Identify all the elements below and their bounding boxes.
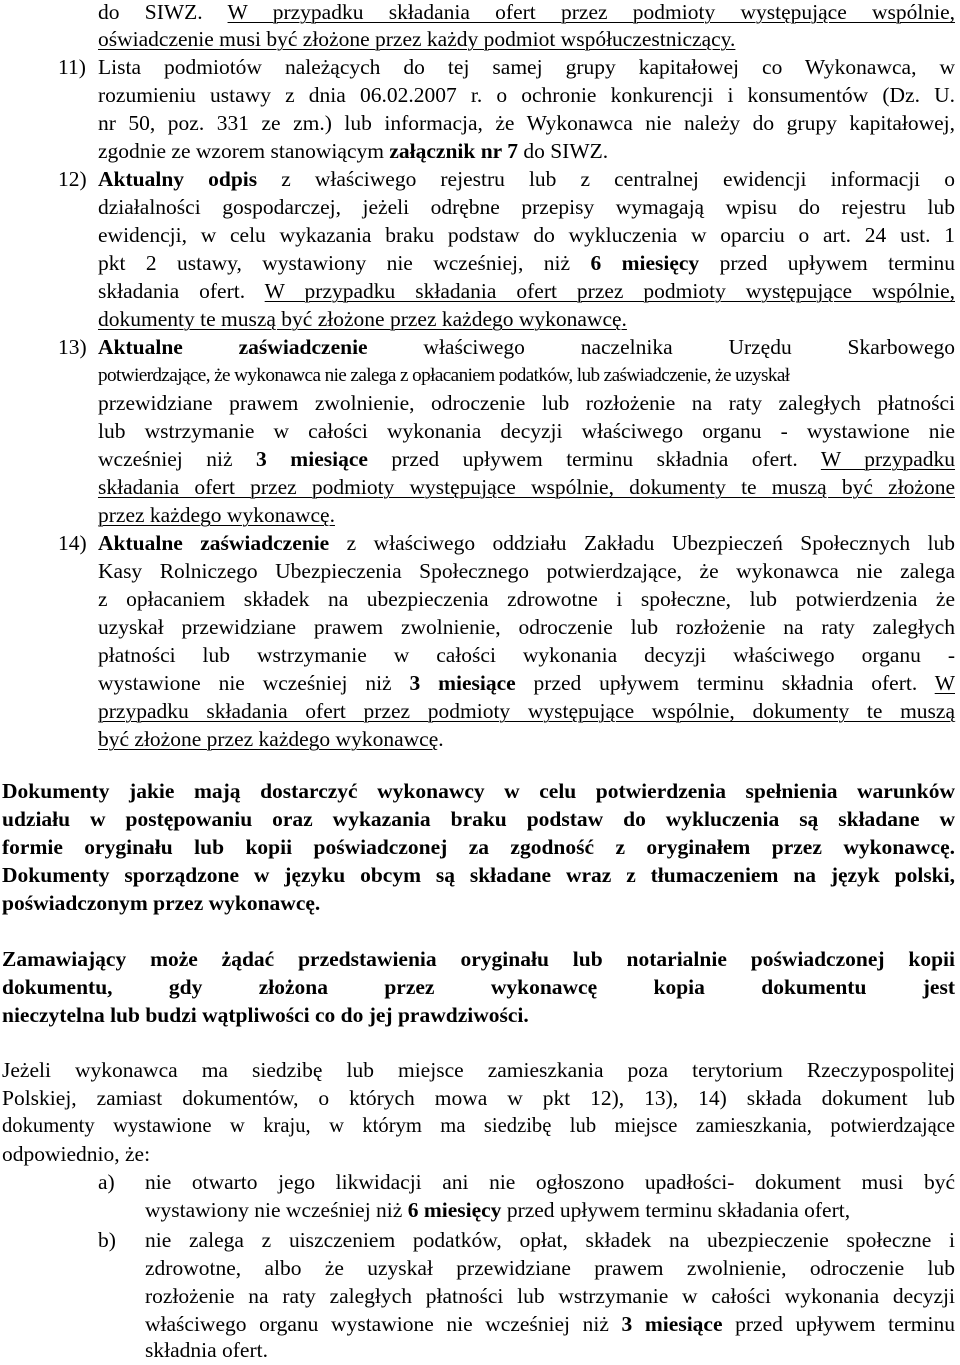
text-span: zgodnie ze wzorem stanowiącym (98, 139, 390, 163)
list-number: 14) (58, 531, 87, 555)
text-span: przed upływem terminu składnia ofert. (515, 671, 935, 695)
text-line: Lista podmiotów należących do tej samej grupy kapitałowej co Wykonawca, w (98, 55, 955, 79)
text-line: lub wstrzymanie w całości wykonania decyzji właściwego organu - wystawione nie (98, 419, 955, 443)
text-line (98, 277, 955, 306)
list-number: 11) (58, 55, 86, 79)
text-line: zdrowotne, albo że uzyskał przewidziane prawem zwolnienie, odroczenie lub (145, 1256, 955, 1280)
underlined-text: być złożone przez każdego wykonawcę (98, 727, 439, 751)
text-line: dokumenty wystawione w kraju, w którym ma siedzibę lub miejsce zamieszkania, potwierdzające (2, 1115, 955, 1137)
list-number: 13) (58, 335, 87, 359)
bold-text: 3 miesiące (621, 1312, 723, 1336)
text-span: z właściwego oddziału Zakładu Ubezpieczeń Społecznych lub (329, 531, 956, 555)
list-number: 12) (58, 167, 87, 191)
text-line (98, 0, 955, 27)
text-line: działalności gospodarczej, jeżeli odrębne przepisy wymagają wpisu do rejestru lub (98, 195, 955, 219)
text-span: przed upływem terminu składnia ofert. (367, 447, 821, 471)
text-span: do SIWZ. (98, 0, 228, 24)
text-line (98, 697, 955, 726)
text-line (98, 25, 735, 54)
list-letter: b) (98, 1228, 116, 1252)
text-span: wystawione nie wcześniej niż (98, 671, 410, 695)
underlined-text: W (934, 671, 955, 695)
bold-text: 3 miesiące (409, 671, 516, 695)
text-line (98, 501, 335, 530)
bold-paragraph-line: poświadczonym przez wykonawcę. (2, 891, 321, 915)
text-line (145, 1196, 850, 1225)
text-span: pkt 2 ustawy, wystawiony nie wcześniej, niż (98, 251, 591, 275)
underlined-text: przypadku składania ofert przez podmioty występujące wspólnie, dokumenty te muszą (98, 699, 955, 723)
text-span: . (438, 727, 444, 751)
bold-paragraph-line: Dokumenty jakie mają dostarczyć wykonawcy w celu potwierdzenia spełnienia warunków (2, 779, 955, 803)
text-span: wystawiony nie wcześniej niż (145, 1198, 408, 1222)
text-line (98, 669, 955, 698)
bold-text: Aktualne zaświadczenie (98, 531, 330, 555)
underlined-text: oświadczenie musi być złożone przez każdy podmiot współuczestniczący. (98, 27, 736, 51)
text-line: rozłożenie na raty zaległych płatności lub wstrzymanie w całości wykonania decyzji (145, 1284, 955, 1308)
text-line: Polskiej, zamiast dokumentów, o których mowa w pkt 12), 13), 14) składa dokument lub (2, 1086, 955, 1110)
text-line: odpowiednio, że: (2, 1142, 151, 1166)
text-line: Jeżeli wykonawca ma siedzibę lub miejsce zamieszkania poza terytorium Rzeczypospolitej (2, 1058, 955, 1082)
text-span: przed upływem terminu składania ofert, (501, 1198, 851, 1222)
bold-text: Aktualny odpis (98, 167, 258, 191)
bold-paragraph-line: dokumentu, gdy złożona przez wykonawcę kopia dokumentu jest (2, 975, 955, 999)
text-span: przed upływem terminu (722, 1312, 956, 1336)
list-letter: a) (98, 1170, 115, 1194)
underlined-text: przez każdego wykonawcę. (98, 503, 335, 527)
text-span: przed upływem terminu (699, 251, 955, 275)
text-line (98, 529, 955, 558)
bold-text: Aktualne zaświadczenie (98, 335, 368, 359)
text-line (98, 473, 955, 502)
text-line (98, 445, 955, 474)
text-span: właściwego organu wystawione nie wcześniej niż (145, 1312, 622, 1336)
text-line: rozumieniu ustawy z dnia 06.02.2007 r. o ochronie konkurencji i konsumentów (Dz. U. (98, 83, 955, 107)
text-line: nr 50, poz. 331 ze zm.) lub informacja, że Wykonawca nie należy do grupy kapitałowej, (98, 111, 955, 135)
text-span: właściwego naczelnika Urzędu Skarbowego (367, 335, 956, 359)
text-line (145, 1310, 955, 1339)
text-line (98, 249, 955, 278)
text-span: składania ofert. (98, 279, 265, 303)
text-line: składnia ofert. (145, 1338, 268, 1362)
text-line (98, 333, 955, 362)
text-line: płatności lub wstrzymanie w całości wykonania decyzji właściwego organu - (98, 643, 955, 667)
text-line: z opłacaniem składek na ubezpieczenia zdrowotne i społeczne, lub potwierdzenia że (98, 587, 955, 611)
text-line (98, 165, 955, 194)
text-line: nie zalega z uiszczeniem podatków, opłat, składek na ubezpieczenie społeczne i (145, 1228, 955, 1252)
text-span: z właściwego rejestru lub z centralnej ewidencji informacji o (257, 167, 955, 191)
bold-paragraph-line: nieczytelna lub budzi wątpliwości co do jej prawdziwości. (2, 1003, 529, 1027)
bold-paragraph-line: Dokumenty sporządzone w języku obcym są składane wraz z tłumaczeniem na język polski, (2, 863, 955, 887)
bold-text: załącznik nr 7 (389, 139, 518, 163)
bold-text: 6 miesięcy (590, 251, 700, 275)
bold-paragraph-line: udziału w postępowaniu oraz wykazania braku podstaw do wykluczenia są składane w (2, 807, 955, 831)
underlined-text: W przypadku (820, 447, 956, 471)
bold-text: 3 miesiące (256, 447, 368, 471)
text-line: potwierdzające, że wykonawca nie zalega z opłacaniem podatków, lub zaświadczenie, że uzyskał (98, 365, 790, 386)
underlined-text: W przypadku składania ofert przez podmioty występujące wspólnie, (227, 0, 955, 24)
text-line: przewidziane prawem zwolnienie, odroczenie lub rozłożenie na raty zaległych płatności (98, 391, 955, 415)
text-span: wcześniej niż (98, 447, 257, 471)
underlined-text: dokumenty te muszą być złożone przez każdego wykonawcę. (98, 307, 627, 331)
text-line (98, 305, 627, 334)
text-line (98, 725, 444, 754)
text-line (98, 137, 608, 166)
text-line: ewidencji, w celu wykazania braku podstaw do wykluczenia w oparciu o art. 24 ust. 1 (98, 223, 955, 247)
text-span: do SIWZ. (517, 139, 609, 163)
text-line: uzyskał przewidziane prawem zwolnienie, odroczenie lub rozłożenie na raty zaległych (98, 615, 955, 639)
bold-text: 6 miesięcy (407, 1198, 502, 1222)
underlined-text: W przypadku składania ofert przez podmioty występujące wspólnie, (264, 279, 955, 303)
bold-paragraph-line: Zamawiający może żądać przedstawienia oryginału lub notarialnie poświadczonej kopii (2, 947, 955, 971)
text-line: nie otwarto jego likwidacji ani nie ogłoszono upadłości- dokument musi być (145, 1170, 955, 1194)
text-line: Kasy Rolniczego Ubezpieczenia Społecznego potwierdzające, że wykonawca nie zalega (98, 559, 955, 583)
underlined-text: składania ofert przez podmioty występujące wspólnie, dokumenty te muszą być złożone (98, 475, 955, 499)
bold-paragraph-line: formie oryginału lub kopii poświadczonej za zgodność z oryginałem przez wykonawcę. (2, 835, 955, 859)
